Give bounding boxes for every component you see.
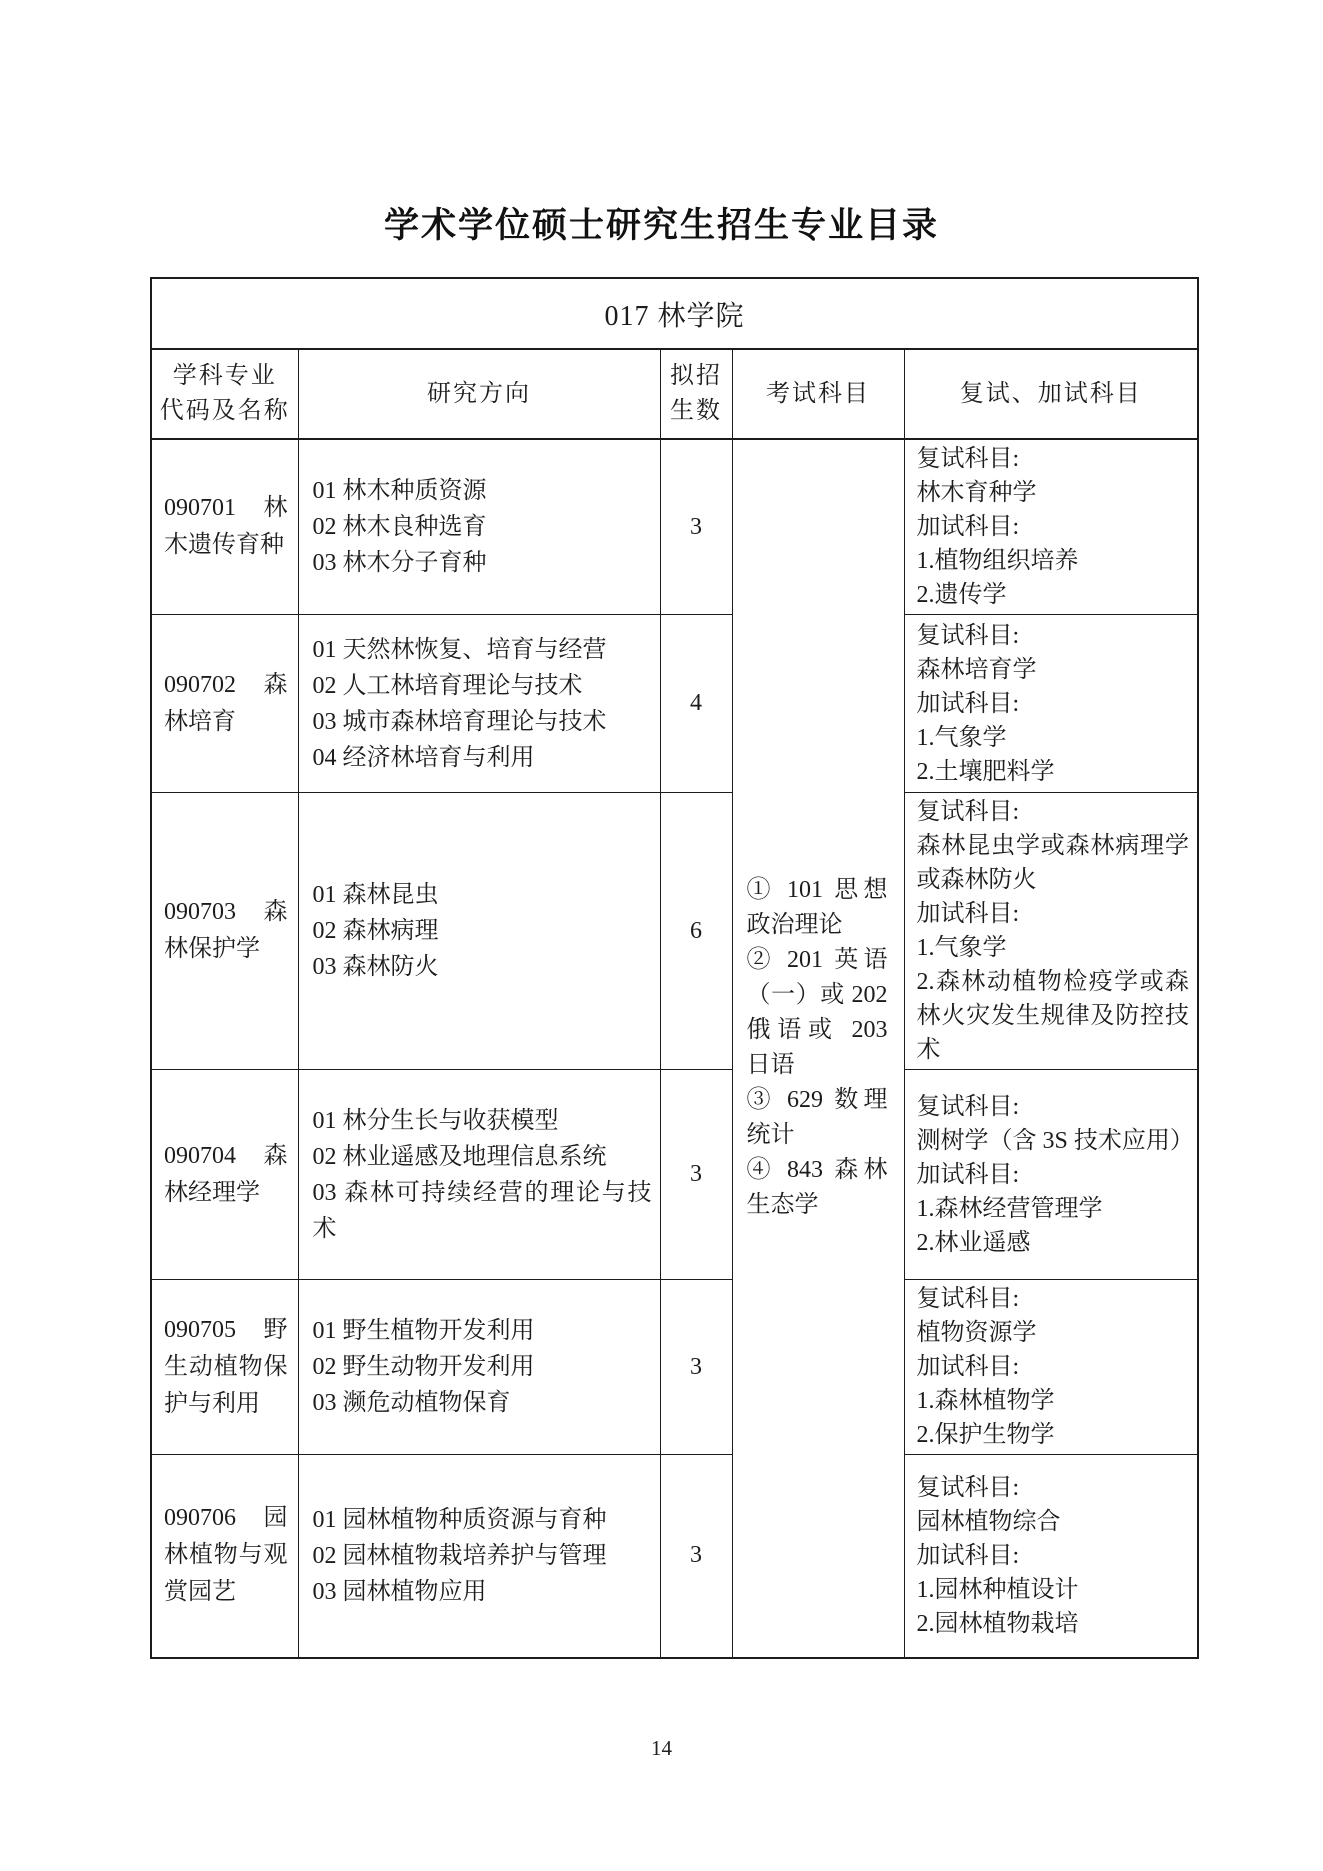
discipline-code: 090705 <box>164 1316 236 1343</box>
research-directions-cell <box>298 1070 660 1280</box>
enrollment-cell: 6 <box>660 793 732 1070</box>
text-line: 2.林业遥感 <box>916 1229 1031 1256</box>
discipline-code-cell <box>151 1070 298 1280</box>
discipline-code: 090701 <box>164 495 236 521</box>
discipline-name: 林木遗传育种 <box>164 495 288 558</box>
text-line: 加试科目: <box>916 1161 1020 1188</box>
text-line: 02 园林植物栽培养护与管理 <box>312 1542 607 1569</box>
text-line: 加试科目: <box>916 1542 1020 1569</box>
text-line: 复试科目: <box>916 1474 1020 1501</box>
text-line: ① 101 思想政治理论 <box>746 877 888 939</box>
text-line: 2.遗传学 <box>916 582 1007 608</box>
discipline-name: 森林保护学 <box>164 899 288 962</box>
text-line: 加试科目: <box>916 1354 1020 1380</box>
text-line: 生数 <box>670 398 722 424</box>
text-line: 复试、加试科目 <box>959 380 1142 407</box>
retest-subjects-cell <box>904 615 1198 793</box>
text-line: ③ 629 数理统计 <box>746 1087 888 1149</box>
text-line: 1.植物组织培养 <box>916 548 1079 574</box>
table-row <box>151 793 1198 1070</box>
text-line: 拟招 <box>670 363 722 389</box>
text-line: 1.气象学 <box>916 935 1007 961</box>
discipline-code-cell <box>151 793 298 1070</box>
text-line: 03 林木分子育种 <box>312 550 487 576</box>
discipline-name: 森林经理学 <box>164 1142 288 1206</box>
text-line: 01 林分生长与收获模型 <box>312 1107 559 1134</box>
text-line: 01 园林植物种质资源与育种 <box>312 1506 607 1533</box>
text-line: 学科专业 <box>172 363 277 389</box>
text-line: 复试科目: <box>916 1093 1020 1120</box>
header-discipline-code <box>151 349 298 439</box>
text-line: 1.森林经营管理学 <box>916 1195 1103 1222</box>
retest-subjects-cell <box>904 1070 1198 1280</box>
retest-subjects-cell <box>904 439 1198 615</box>
text-line: 1.森林植物学 <box>916 1388 1055 1414</box>
text-line: ④ 843 森林生态学 <box>746 1157 888 1219</box>
exam-subjects-cell <box>732 439 904 1658</box>
header-exam-subjects <box>732 349 904 439</box>
discipline-name: 园林植物与观赏园艺 <box>164 1505 288 1606</box>
discipline-name: 森林培育 <box>164 671 288 735</box>
research-directions-cell <box>298 439 660 615</box>
text-line: 林木育种学 <box>916 480 1037 506</box>
text-line: 森林培育学 <box>916 656 1037 683</box>
enrollment-cell: 3 <box>660 439 732 615</box>
research-directions-cell <box>298 615 660 793</box>
text-line: 2.保护生物学 <box>916 1422 1055 1448</box>
discipline-code: 090706 <box>164 1505 236 1532</box>
research-directions-cell <box>298 1280 660 1455</box>
discipline-code-cell <box>151 439 298 615</box>
discipline-code: 090702 <box>164 671 236 698</box>
text-line: 1.园林种植设计 <box>916 1576 1079 1603</box>
text-line: 2.森林动植物检疫学或森林火灾发生规律及防控技术 <box>916 969 1190 1063</box>
admissions-catalog-table <box>150 277 1199 1659</box>
text-line: 考试科目 <box>766 380 870 407</box>
discipline-name: 野生动植物保护与利用 <box>164 1316 288 1417</box>
text-line: 01 森林昆虫 <box>312 882 439 908</box>
text-line: 03 森林可持续经营的理论与技术 <box>312 1179 652 1242</box>
retest-subjects-cell <box>904 1280 1198 1455</box>
table-row <box>151 1280 1198 1455</box>
retest-subjects-cell <box>904 793 1198 1070</box>
text-line: 03 城市森林培育理论与技术 <box>312 708 607 735</box>
college-header: 017 林学院 <box>151 278 1198 349</box>
research-directions-cell <box>298 793 660 1070</box>
page-title: 学术学位硕士研究生招生专业目录 <box>383 206 939 245</box>
enrollment-cell: 3 <box>660 1070 732 1280</box>
text-line: 01 天然林恢复、培育与经营 <box>312 636 607 663</box>
table-row <box>151 615 1198 793</box>
discipline-code-cell <box>151 615 298 793</box>
text-line: 01 林木种质资源 <box>312 478 487 504</box>
text-line: 2.园林植物栽培 <box>916 1610 1079 1637</box>
text-line: 复试科目: <box>916 799 1020 825</box>
enrollment-cell: 3 <box>660 1455 732 1658</box>
discipline-code-cell <box>151 1280 298 1455</box>
text-line: 加试科目: <box>916 901 1020 927</box>
text-line: 03 濒危动植物保育 <box>312 1390 511 1416</box>
header-retest-subjects <box>904 349 1198 439</box>
table-row <box>151 1070 1198 1280</box>
text-line: 研究方向 <box>427 380 531 407</box>
research-directions-cell <box>298 1455 660 1658</box>
discipline-code: 090704 <box>164 1142 236 1169</box>
text-line: 复试科目: <box>916 1286 1020 1312</box>
text-line: 加试科目: <box>916 514 1020 540</box>
header-research-direction <box>298 349 660 439</box>
text-line: 02 森林病理 <box>312 918 439 944</box>
retest-subjects-cell <box>904 1455 1198 1658</box>
discipline-code: 090703 <box>164 899 236 925</box>
text-line: 复试科目: <box>916 446 1020 472</box>
text-line: 02 野生动物开发利用 <box>312 1354 535 1380</box>
text-line: 04 经济林培育与利用 <box>312 744 535 771</box>
text-line: 03 园林植物应用 <box>312 1578 487 1605</box>
text-line: 测树学（含 3S 技术应用） <box>916 1127 1194 1154</box>
enrollment-cell: 4 <box>660 615 732 793</box>
text-line: 代码及名称 <box>159 398 290 424</box>
text-line: ② 201 英语（一）或 202 俄语或 203 日语 <box>746 947 888 1079</box>
text-line: 02 林业遥感及地理信息系统 <box>312 1143 607 1170</box>
table-row <box>151 1455 1198 1658</box>
text-line: 02 林木良种选育 <box>312 514 487 540</box>
text-line: 1.气象学 <box>916 724 1007 751</box>
text-line: 园林植物综合 <box>916 1508 1061 1535</box>
page-number: 14 <box>651 1736 672 1760</box>
text-line: 复试科目: <box>916 622 1020 649</box>
text-line: 2.土壤肥料学 <box>916 758 1055 785</box>
text-line: 加试科目: <box>916 690 1020 717</box>
discipline-code-cell <box>151 1455 298 1658</box>
enrollment-cell: 3 <box>660 1280 732 1455</box>
header-planned-enrollment <box>660 349 732 439</box>
text-line: 02 人工林培育理论与技术 <box>312 672 583 699</box>
text-line: 森林昆虫学或森林病理学或森林防火 <box>916 833 1190 893</box>
text-line: 01 野生植物开发利用 <box>312 1318 535 1344</box>
table-row <box>151 439 1198 615</box>
text-line: 植物资源学 <box>916 1320 1037 1346</box>
text-line: 03 森林防火 <box>312 954 439 980</box>
